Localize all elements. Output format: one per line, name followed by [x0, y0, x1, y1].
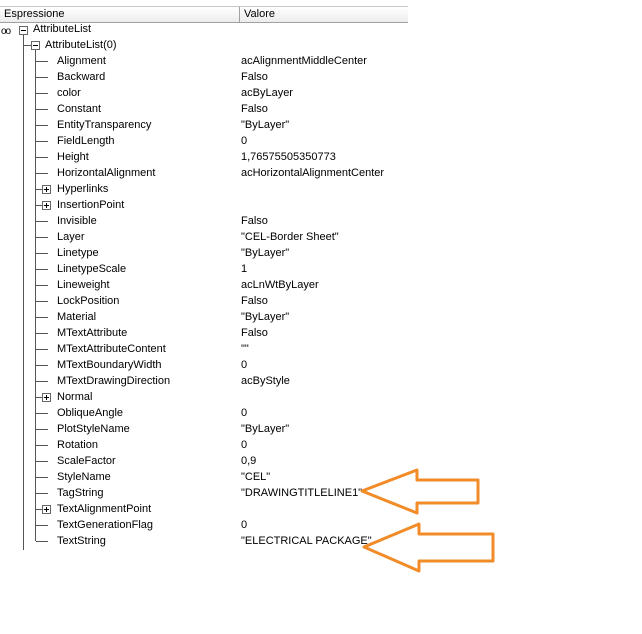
property-name: InsertionPoint [57, 199, 125, 211]
property-value: 0 [241, 439, 248, 451]
property-name: Height [57, 151, 89, 163]
tree-child-label: AttributeList(0) [45, 39, 117, 51]
property-name: TagString [57, 487, 104, 499]
property-value: 1,76575505350773 [241, 151, 336, 163]
property-value: "CEL-Border Sheet" [241, 231, 339, 243]
property-name: Material [57, 311, 97, 323]
property-name: Linetype [57, 247, 99, 259]
property-value: acByLayer [241, 87, 293, 99]
property-value: acAlignmentMiddleCenter [241, 55, 367, 67]
property-name: color [57, 87, 81, 99]
property-value: 0 [241, 359, 248, 371]
property-name: Hyperlinks [57, 183, 109, 195]
property-name: MTextBoundaryWidth [57, 359, 162, 371]
property-value: acByStyle [241, 375, 290, 387]
property-name: LinetypeScale [57, 263, 127, 275]
property-value: "ByLayer" [241, 311, 290, 323]
property-name: Backward [57, 71, 106, 83]
property-value: "CEL" [241, 471, 271, 483]
property-value: "ELECTRICAL PACKAGE" [241, 535, 372, 547]
property-value: Falso [241, 295, 268, 307]
property-name: ObliqueAngle [57, 407, 124, 419]
property-value: 0 [241, 407, 248, 419]
property-value: "DRAWINGTITLELINE1" [241, 487, 363, 499]
property-name: ScaleFactor [57, 455, 116, 467]
property-value: acLnWtByLayer [241, 279, 319, 291]
arrow-annotation-textstring [364, 524, 493, 571]
property-name: MTextAttributeContent [57, 343, 166, 355]
property-name: LockPosition [57, 295, 120, 307]
column-header-expression[interactable]: Espressione [0, 7, 240, 22]
property-name: MTextAttribute [57, 327, 128, 339]
property-value: "ByLayer" [241, 119, 290, 131]
property-name: MTextDrawingDirection [57, 375, 171, 387]
property-value: Falso [241, 103, 268, 115]
property-value: Falso [241, 215, 268, 227]
property-value: 0 [241, 519, 248, 531]
property-value: acHorizontalAlignmentCenter [241, 167, 385, 179]
property-name: TextString [57, 535, 106, 547]
property-name: Invisible [57, 215, 97, 227]
property-value: Falso [241, 71, 268, 83]
property-name: HorizontalAlignment [57, 167, 156, 179]
property-name: Alignment [57, 55, 106, 67]
property-value: 0,9 [241, 455, 257, 467]
property-value: 1 [241, 263, 248, 275]
property-name: FieldLength [57, 135, 115, 147]
property-name: PlotStyleName [57, 423, 130, 435]
column-header-value[interactable]: Valore [244, 8, 275, 20]
property-value: "ByLayer" [241, 247, 290, 259]
property-name: TextGenerationFlag [57, 519, 153, 531]
property-name: EntityTransparency [57, 119, 152, 131]
property-name: Normal [57, 391, 93, 403]
property-name: Lineweight [57, 279, 110, 291]
property-value: Falso [241, 327, 268, 339]
property-value: "" [241, 343, 249, 355]
property-name: Layer [57, 231, 85, 243]
tree-root-label: AttributeList [33, 23, 92, 35]
property-name: StyleName [57, 471, 111, 483]
property-name: TextAlignmentPoint [57, 503, 152, 515]
property-value: "ByLayer" [241, 423, 290, 435]
property-name: Rotation [57, 439, 98, 451]
property-name: Constant [57, 103, 102, 115]
arrow-annotation-tagstring [362, 470, 478, 513]
property-value: 0 [241, 135, 248, 147]
watch-glasses-icon: oo [1, 26, 11, 37]
